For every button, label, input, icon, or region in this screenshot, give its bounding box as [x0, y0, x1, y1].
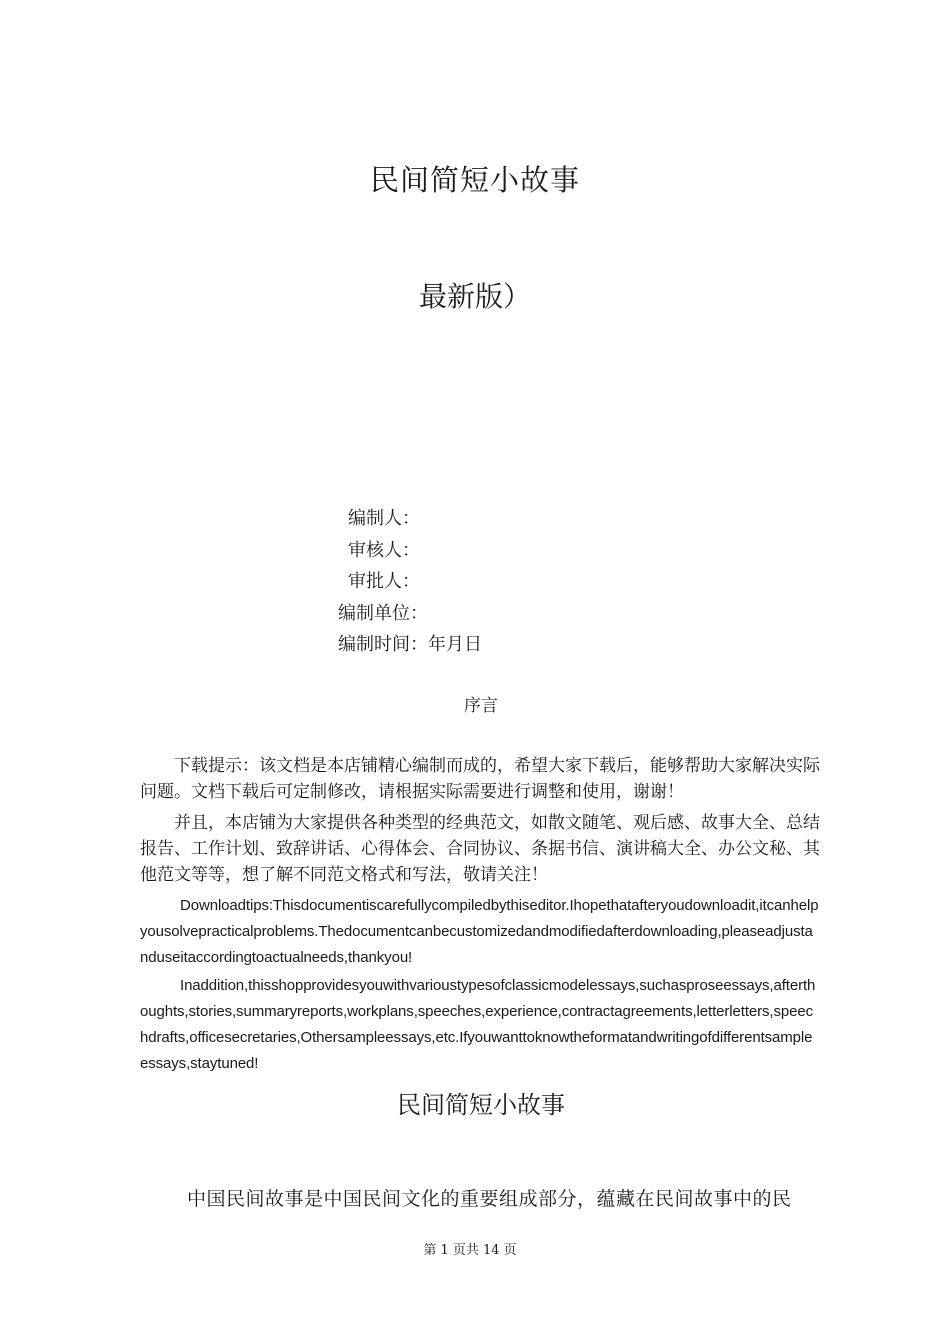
meta-date: 编制时间：年月日 — [338, 634, 482, 655]
preface-paragraph-en-1: Downloadtips:Thisdocumentiscarefullycompiledbythiseditor.Ihopethatafteryoudownloadit,itcanhelpyousolvepracticalproblems.Thedocumentcanbecustomizedandmodifiedafterdownloading,pleaseadjustanduseitaccordingtoactualneeds,thankyou! — [140, 897, 819, 966]
preface-paragraph-cn-2: 并且，本店铺为大家提供各种类型的经典范文，如散文随笔、观后感、故事大全、总结报告、工作计划、致辞讲话、心得体会、合同协议、条据书信、演讲稿大全、办公文秘、其他范文等等，想了解不同范文格式和写法，敬请关注！ — [140, 813, 820, 885]
page-footer: 第 1 页共 14 页 — [423, 1243, 517, 1258]
document-title: 民间简短小故事 — [369, 163, 580, 197]
edition-label: 最新版） — [418, 280, 531, 313]
preface-paragraph-cn-1: 下载提示：该文档是本店铺精心编制而成的，希望大家下载后，能够帮助大家解决实际问题。文档下载后可定制修改，请根据实际需要进行调整和使用，谢谢！ — [140, 756, 820, 802]
meta-approver: 审批人： — [348, 571, 420, 592]
preface-heading: 序言 — [464, 696, 498, 716]
meta-compiler: 编制人： — [348, 508, 420, 529]
section-title: 民间简短小故事 — [397, 1091, 565, 1119]
meta-organization: 编制单位： — [338, 602, 428, 624]
document-meta-block — [338, 503, 482, 661]
preface-paragraph-en-2: Inaddition,thisshopprovidesyouwithvarioustypesofclassicmodelessays,suchasproseessays,afterthoughts,stories,summaryreports,workplans,speeches,experience,contractagreements,letterletters,speechdrafts,officesecretaries,Othersampleessays,etc.Ifyouwanttoknowtheformatandwritingofdifferentsampleessays,staytuned! — [140, 977, 816, 1072]
meta-reviewer: 审核人： — [348, 539, 420, 561]
body-text: 中国民间故事是中国民间文化的重要组成部分，蕴藏在民间故事中的民 — [187, 1188, 792, 1210]
